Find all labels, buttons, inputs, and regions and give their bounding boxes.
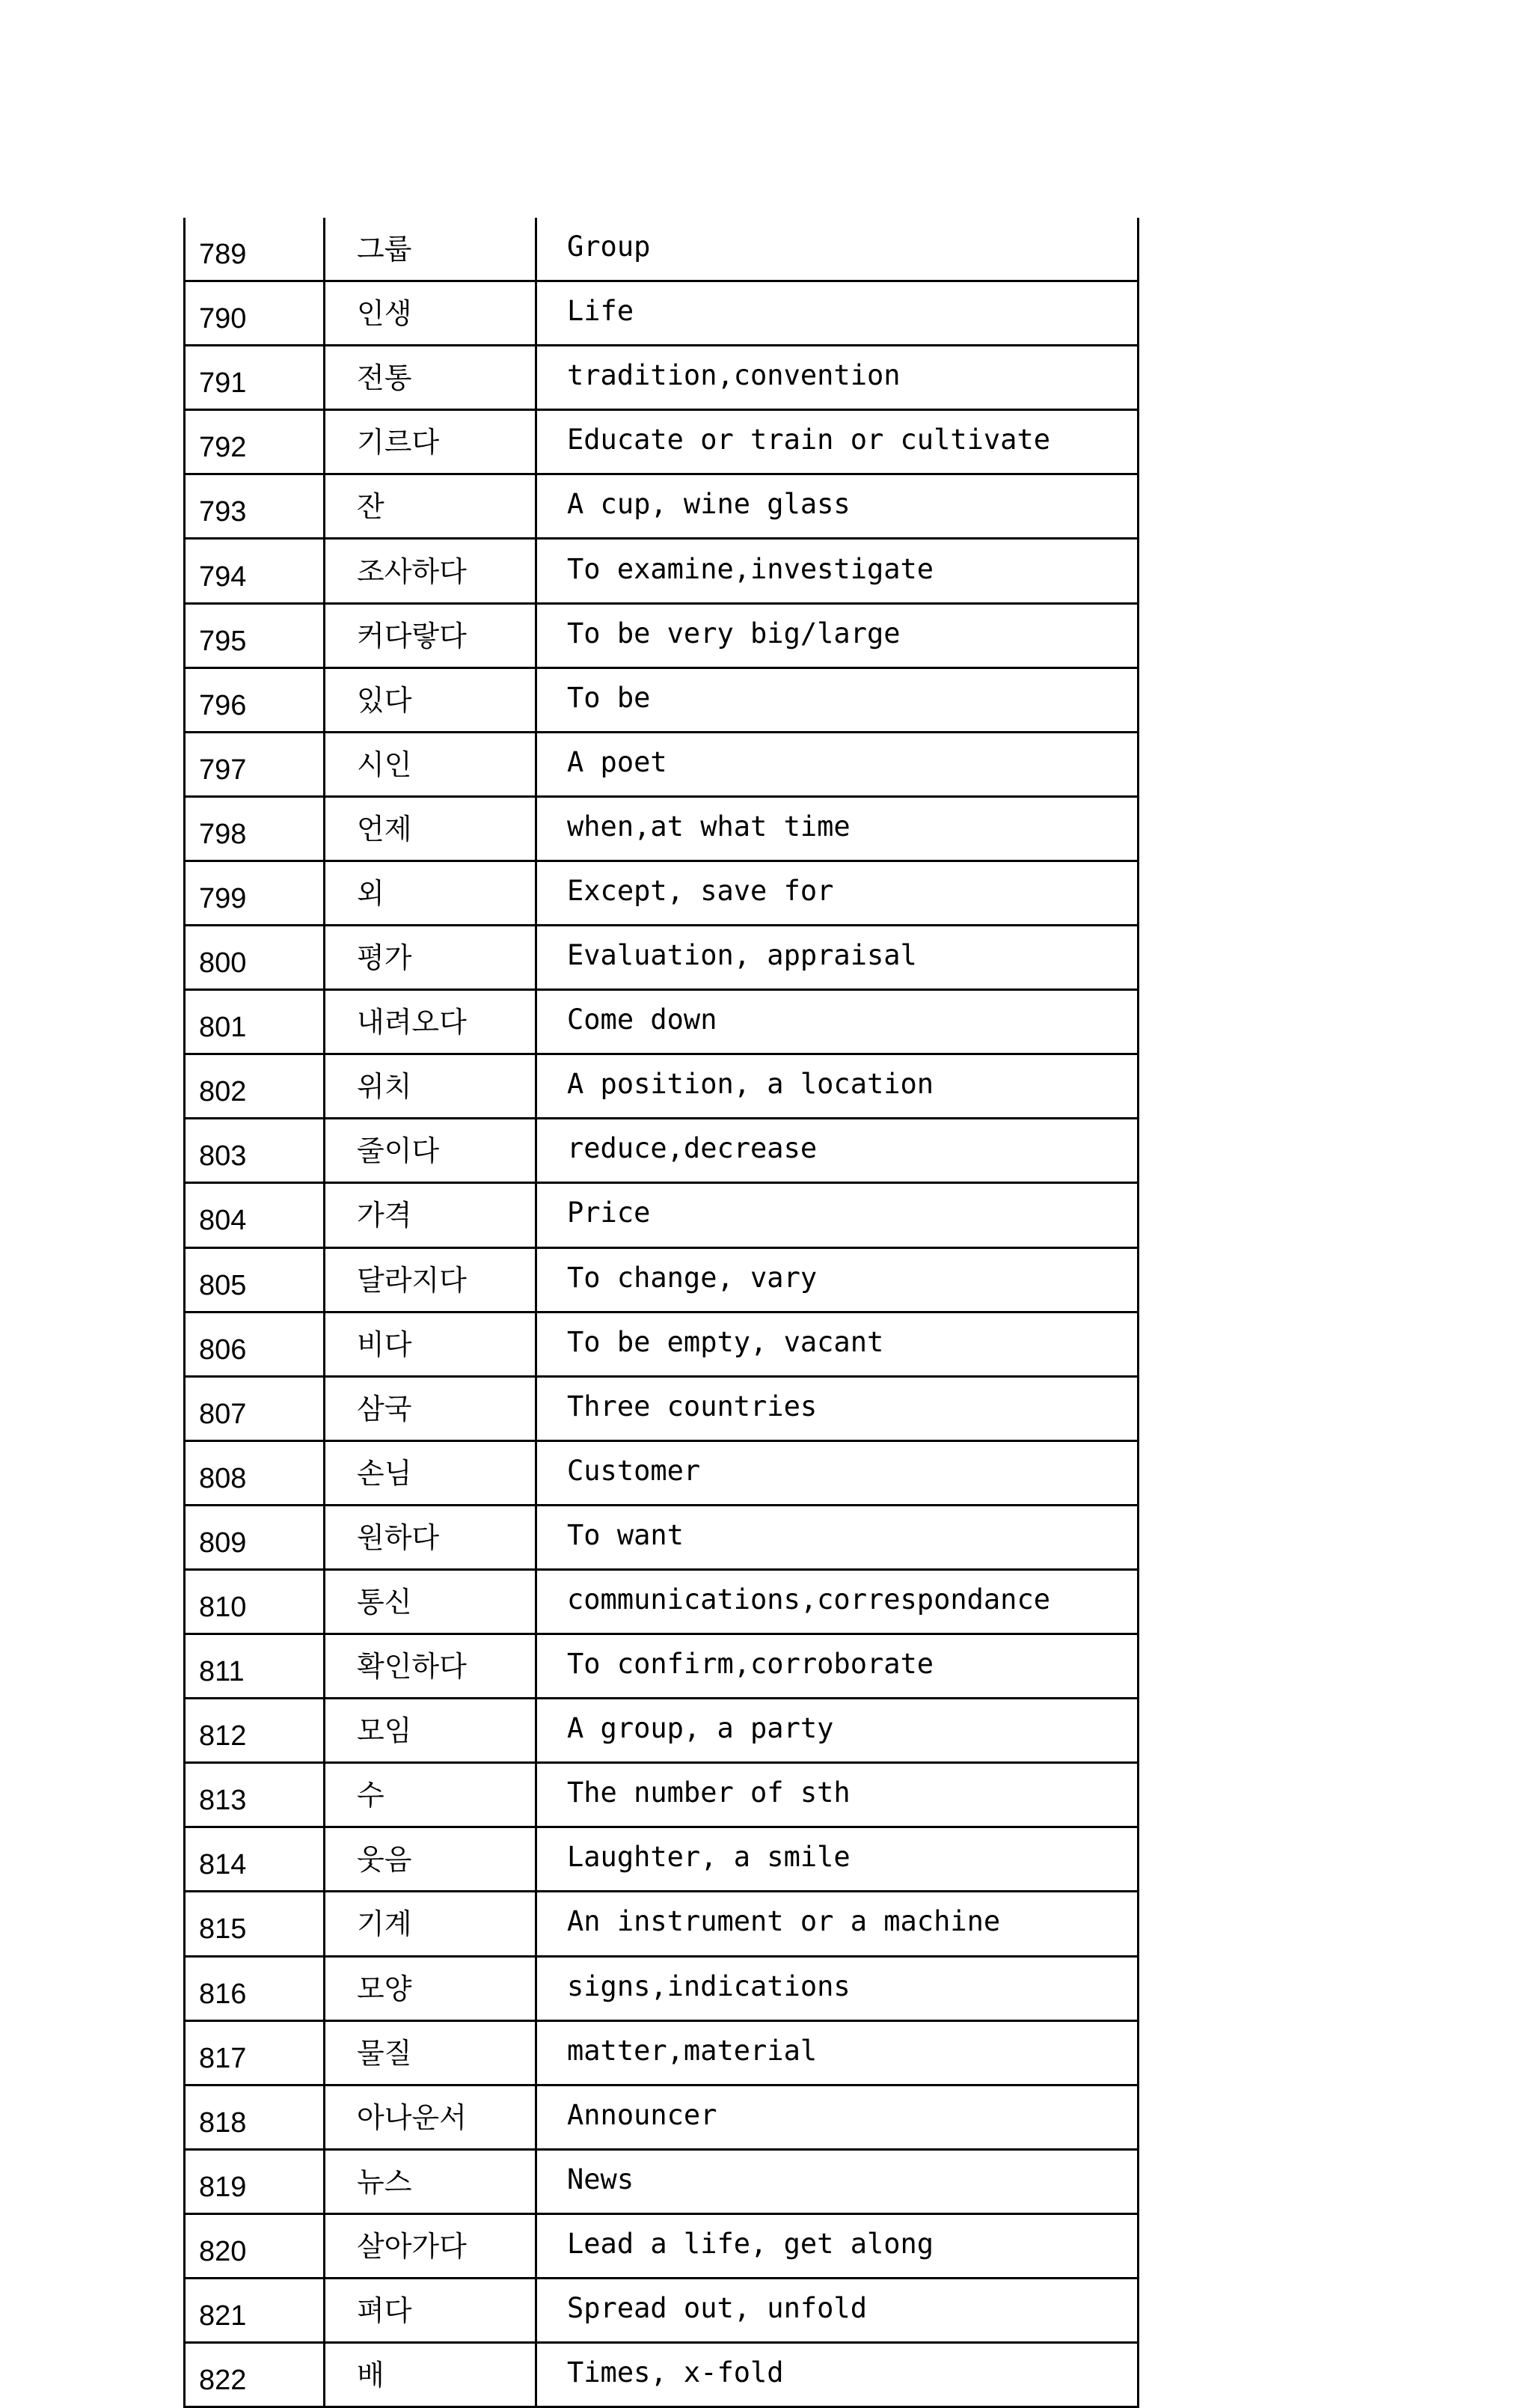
table-row: [185, 1956, 1139, 2020]
korean-word: 모양: [325, 1956, 536, 2020]
english-meaning: To be very big/large: [536, 603, 1139, 667]
entry-number: 816: [185, 1956, 325, 2020]
english-meaning: News: [536, 2149, 1139, 2213]
english-meaning: To confirm,corroborate: [536, 1634, 1139, 1699]
entry-number: 804: [185, 1183, 325, 1247]
korean-word: 기르다: [325, 410, 536, 474]
english-meaning: An instrument or a machine: [536, 1892, 1139, 1956]
table-row: [185, 2020, 1139, 2085]
korean-word: 외: [325, 861, 536, 925]
english-meaning: A position, a location: [536, 1054, 1139, 1119]
entry-number: 796: [185, 667, 325, 732]
english-meaning: Life: [536, 281, 1139, 346]
korean-word: 원하다: [325, 1505, 536, 1569]
entry-number: 792: [185, 410, 325, 474]
english-meaning: Price: [536, 1183, 1139, 1247]
korean-word: 확인하다: [325, 1634, 536, 1699]
english-meaning: Customer: [536, 1440, 1139, 1505]
entry-number: 820: [185, 2213, 325, 2278]
entry-number: 811: [185, 1634, 325, 1699]
korean-word: 삼국: [325, 1376, 536, 1440]
entry-number: 819: [185, 2149, 325, 2213]
korean-word: 조사하다: [325, 539, 536, 603]
korean-word: 인생: [325, 281, 536, 346]
table-row: [185, 1634, 1139, 1699]
korean-word: 전통: [325, 346, 536, 410]
table-row: [185, 1569, 1139, 1634]
english-meaning: To want: [536, 1505, 1139, 1569]
entry-number: 790: [185, 281, 325, 346]
table-row: [185, 218, 1139, 281]
entry-number: 806: [185, 1312, 325, 1376]
table-row: [185, 603, 1139, 667]
english-meaning: Announcer: [536, 2085, 1139, 2149]
entry-number: 813: [185, 1763, 325, 1827]
korean-word: 시인: [325, 732, 536, 796]
korean-word: 배: [325, 2343, 536, 2407]
entry-number: 798: [185, 796, 325, 861]
table-row: [185, 474, 1139, 539]
table-row: [185, 1183, 1139, 1247]
korean-word: 위치: [325, 1054, 536, 1119]
table-row: [185, 1699, 1139, 1763]
korean-word: 내려오다: [325, 990, 536, 1054]
entry-number: 809: [185, 1505, 325, 1569]
korean-word: 비다: [325, 1312, 536, 1376]
entry-number: 803: [185, 1119, 325, 1183]
table-row: [185, 1763, 1139, 1827]
table-row: [185, 990, 1139, 1054]
table-row: [185, 861, 1139, 925]
table-row: [185, 1312, 1139, 1376]
korean-word: 커다랗다: [325, 603, 536, 667]
entry-number: 805: [185, 1247, 325, 1312]
korean-word: 가격: [325, 1183, 536, 1247]
entry-number: 800: [185, 926, 325, 990]
table-row: [185, 1505, 1139, 1569]
english-meaning: Come down: [536, 990, 1139, 1054]
korean-word: 수: [325, 1763, 536, 1827]
korean-word: 평가: [325, 926, 536, 990]
english-meaning: when,at what time: [536, 796, 1139, 861]
entry-number: 801: [185, 990, 325, 1054]
english-meaning: A group, a party: [536, 1699, 1139, 1763]
english-meaning: A cup, wine glass: [536, 474, 1139, 539]
english-meaning: Spread out, unfold: [536, 2279, 1139, 2343]
english-meaning: Laughter, a smile: [536, 1827, 1139, 1892]
entry-number: 812: [185, 1699, 325, 1763]
entry-number: 793: [185, 474, 325, 539]
english-meaning: Except, save for: [536, 861, 1139, 925]
entry-number: 794: [185, 539, 325, 603]
entry-number: 795: [185, 603, 325, 667]
entry-number: 821: [185, 2279, 325, 2343]
table-row: [185, 926, 1139, 990]
entry-number: 818: [185, 2085, 325, 2149]
korean-word: 물질: [325, 2020, 536, 2085]
english-meaning: Lead a life, get along: [536, 2213, 1139, 2278]
english-meaning: To be empty, vacant: [536, 1312, 1139, 1376]
english-meaning: reduce,decrease: [536, 1119, 1139, 1183]
english-meaning: Educate or train or cultivate: [536, 410, 1139, 474]
entry-number: 808: [185, 1440, 325, 1505]
entry-number: 797: [185, 732, 325, 796]
table-row: [185, 2149, 1139, 2213]
korean-word: 웃음: [325, 1827, 536, 1892]
korean-word: 손님: [325, 1440, 536, 1505]
korean-word: 뉴스: [325, 2149, 536, 2213]
korean-word: 통신: [325, 1569, 536, 1634]
korean-word: 펴다: [325, 2279, 536, 2343]
table-row: [185, 1054, 1139, 1119]
korean-word: 아나운서: [325, 2085, 536, 2149]
table-row: [185, 346, 1139, 410]
korean-word: 기계: [325, 1892, 536, 1956]
table-row: [185, 1892, 1139, 1956]
korean-word: 모임: [325, 1699, 536, 1763]
vocabulary-table: [183, 218, 1139, 2408]
english-meaning: communications,correspondance: [536, 1569, 1139, 1634]
entry-number: 789: [185, 218, 325, 281]
english-meaning: Evaluation, appraisal: [536, 926, 1139, 990]
table-row: [185, 1440, 1139, 1505]
entry-number: 807: [185, 1376, 325, 1440]
entry-number: 814: [185, 1827, 325, 1892]
entry-number: 815: [185, 1892, 325, 1956]
korean-word: 언제: [325, 796, 536, 861]
korean-word: 달라지다: [325, 1247, 536, 1312]
table-row: [185, 1247, 1139, 1312]
table-row: [185, 2085, 1139, 2149]
english-meaning: tradition,convention: [536, 346, 1139, 410]
entry-number: 817: [185, 2020, 325, 2085]
entry-number: 791: [185, 346, 325, 410]
table-row: [185, 410, 1139, 474]
korean-word: 그룹: [325, 218, 536, 281]
korean-word: 살아가다: [325, 2213, 536, 2278]
english-meaning: matter,material: [536, 2020, 1139, 2085]
table-row: [185, 796, 1139, 861]
table-row: [185, 2343, 1139, 2407]
table-row: [185, 2213, 1139, 2278]
english-meaning: Group: [536, 218, 1139, 281]
table-row: [185, 1827, 1139, 1892]
table-row: [185, 281, 1139, 346]
english-meaning: Times, x-fold: [536, 2343, 1139, 2407]
entry-number: 799: [185, 861, 325, 925]
entry-number: 822: [185, 2343, 325, 2407]
english-meaning: A poet: [536, 732, 1139, 796]
table-row: [185, 732, 1139, 796]
table-row: [185, 667, 1139, 732]
english-meaning: Three countries: [536, 1376, 1139, 1440]
korean-word: 줄이다: [325, 1119, 536, 1183]
table-row: [185, 2279, 1139, 2343]
entry-number: 810: [185, 1569, 325, 1634]
entry-number: 802: [185, 1054, 325, 1119]
vocabulary-table-body: [185, 218, 1139, 2407]
english-meaning: To be: [536, 667, 1139, 732]
korean-word: 있다: [325, 667, 536, 732]
table-row: [185, 1119, 1139, 1183]
english-meaning: signs,indications: [536, 1956, 1139, 2020]
english-meaning: The number of sth: [536, 1763, 1139, 1827]
english-meaning: To change, vary: [536, 1247, 1139, 1312]
english-meaning: To examine,investigate: [536, 539, 1139, 603]
korean-word: 잔: [325, 474, 536, 539]
table-row: [185, 1376, 1139, 1440]
table-row: [185, 539, 1139, 603]
